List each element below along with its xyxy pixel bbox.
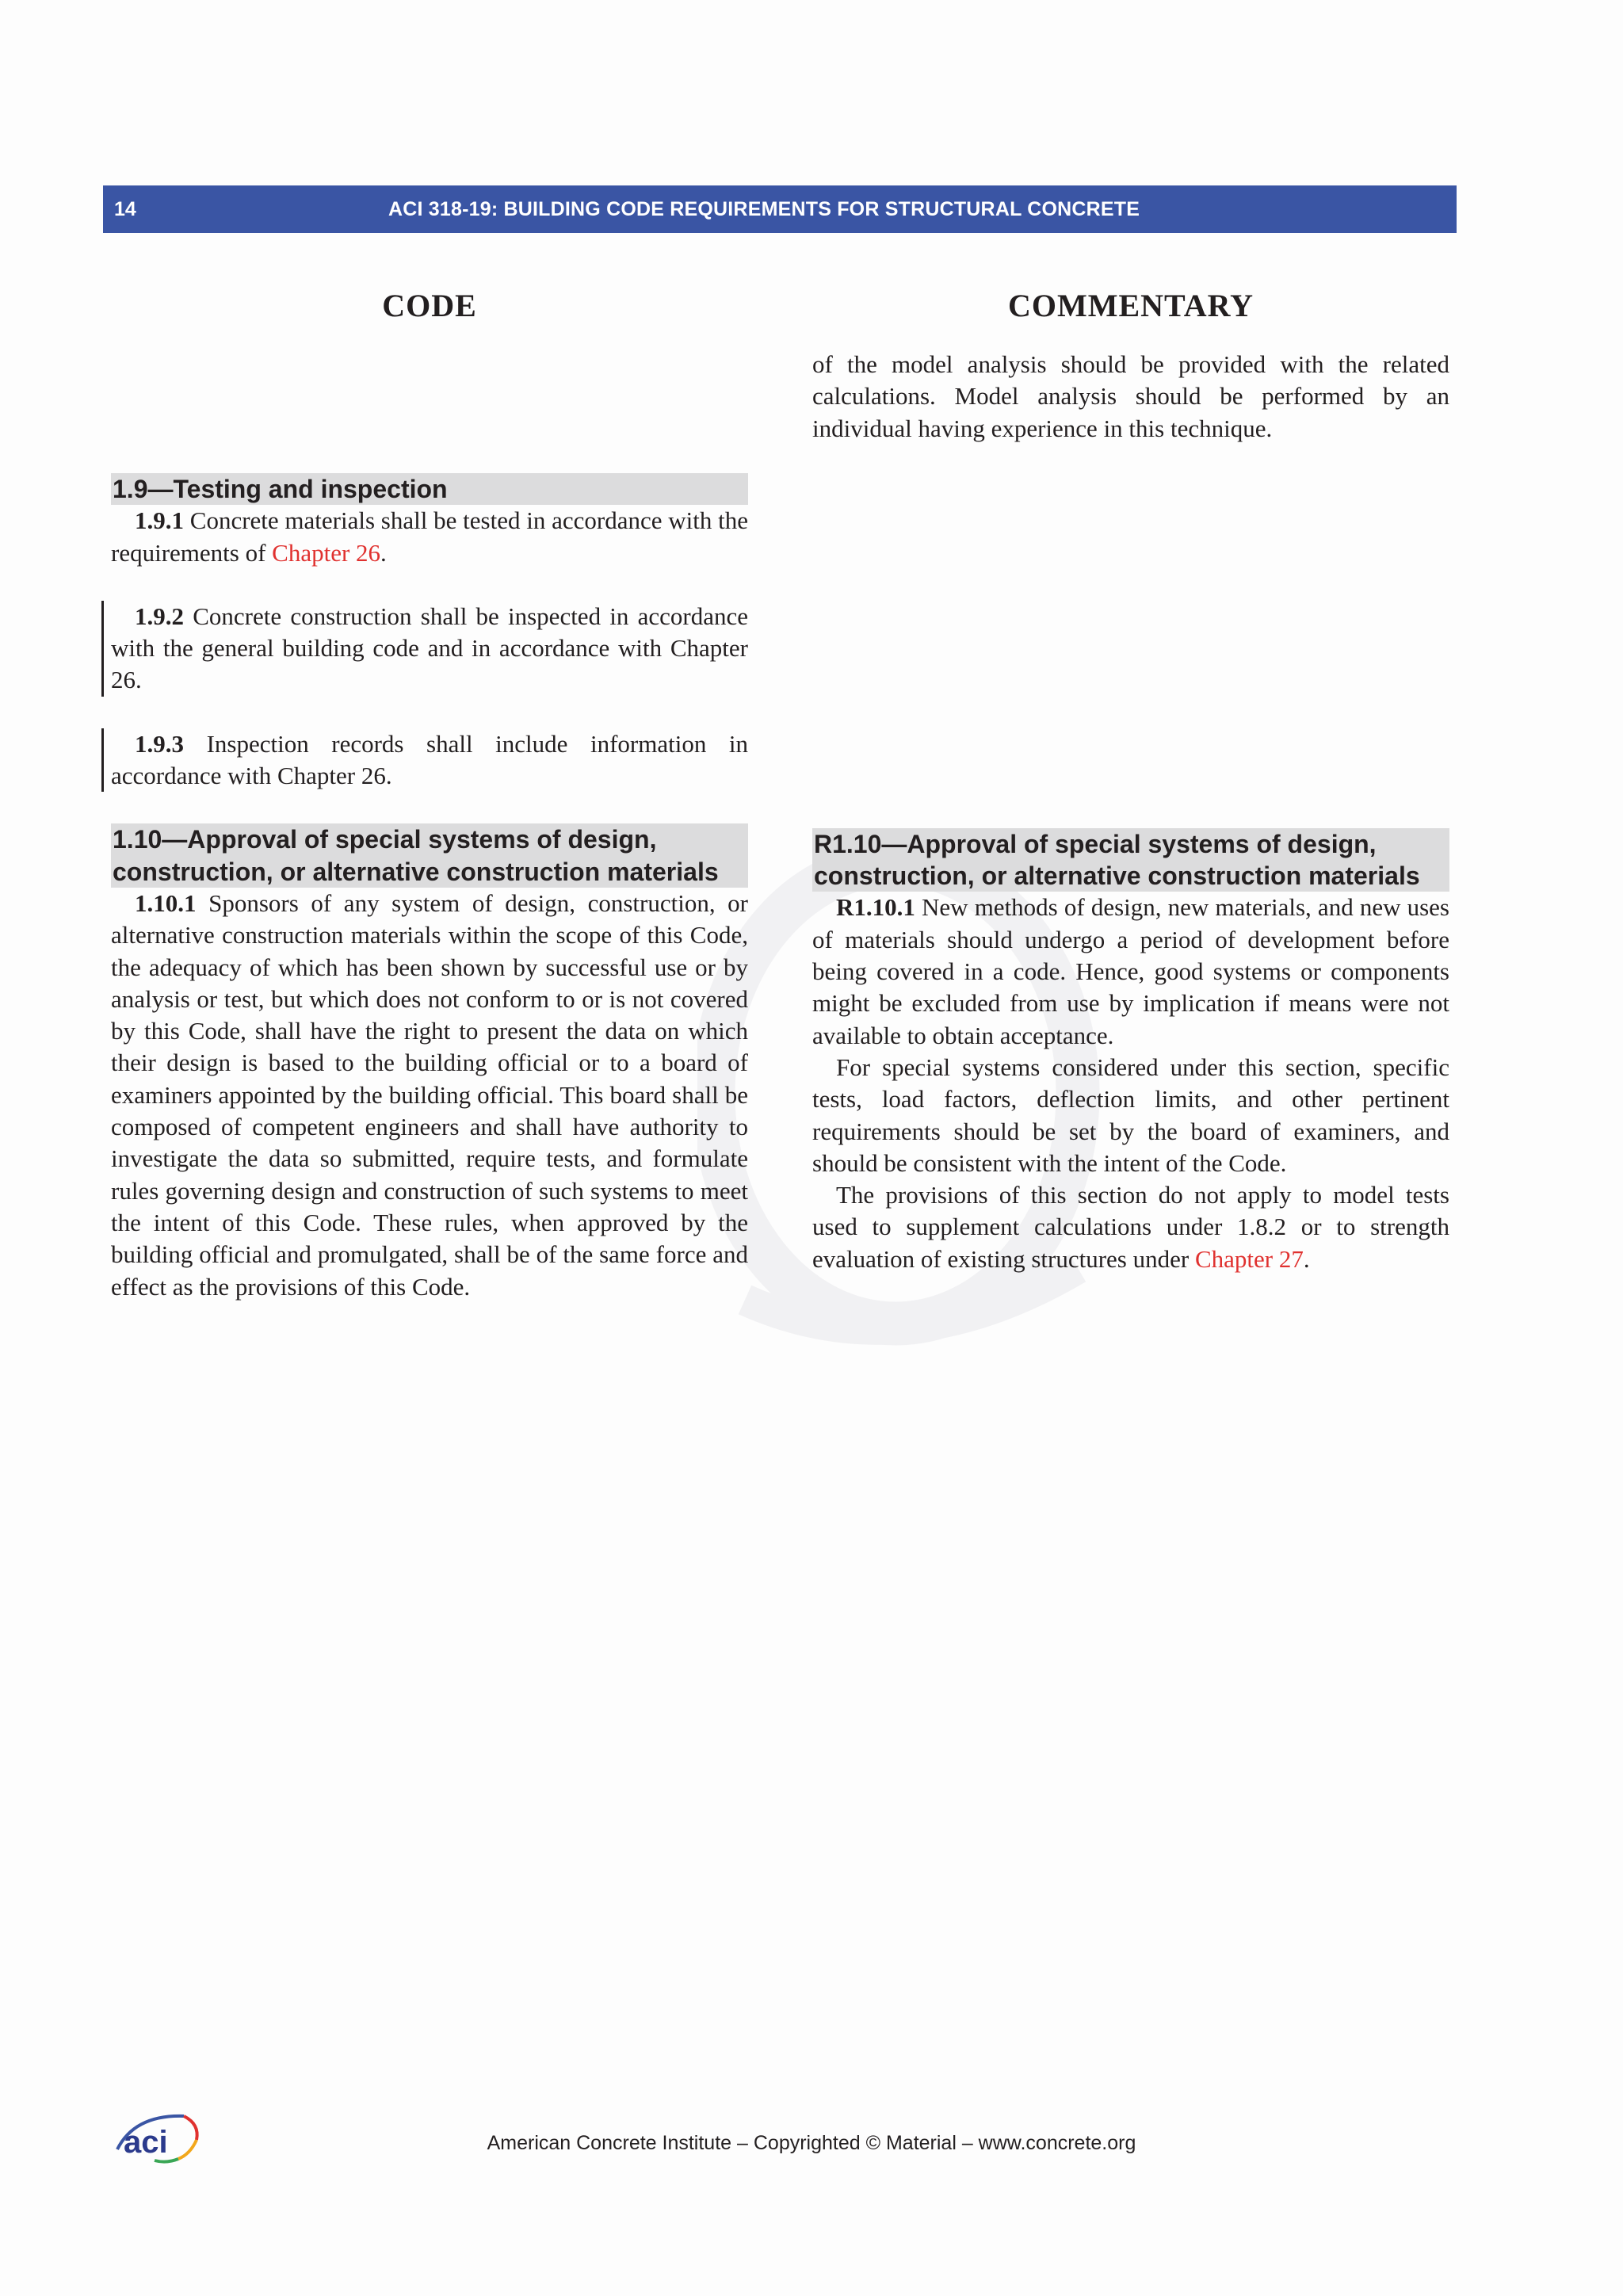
- code-column-heading: CODE: [382, 288, 477, 323]
- commentary-text: New methods of design, new materials, and new uses of materials should undergo a period of development before being covered in a code. Hence, good systems or components might be excluded from use by implication if means were not available to obtain acceptance.: [812, 893, 1449, 1049]
- provision-number: 1.9.1: [135, 506, 184, 535]
- commentary-tail: .: [1303, 1244, 1310, 1273]
- logo-text: aci: [124, 2125, 168, 2160]
- commentary-continuation: of the model analysis should be provided with the related calculations. Model analysis should be performed by an individual having experience in this technique.: [812, 350, 1449, 442]
- chapter-27-link[interactable]: Chapter 27: [1194, 1244, 1304, 1273]
- page-number: 14: [114, 198, 136, 220]
- heading-line: construction, or alternative construction materials: [814, 861, 1420, 891]
- chapter-26-link[interactable]: Chapter 26: [272, 538, 381, 567]
- commentary-r1-10-1: [812, 892, 1449, 1051]
- provision-1-10-1: [111, 888, 748, 1303]
- heading-line: construction, or alternative construction materials: [113, 857, 719, 886]
- provision-text: Concrete materials shall be tested in accordance with the requirements of: [111, 506, 748, 567]
- provision-tail: .: [380, 538, 387, 567]
- section-heading-1-10: [111, 823, 748, 888]
- commentary-paragraph: For special systems considered under this section, specific tests, load factors, deflection limits, and other pertinent requirements should be set by the board of examiners, and should be consistent with the intent of the Code.: [812, 1052, 1449, 1177]
- provision-number: 1.9.3: [135, 729, 184, 758]
- heading-line: 1.10—Approval of special systems of design,: [113, 825, 657, 854]
- provision-number: 1.9.2: [135, 602, 184, 630]
- running-title: ACI 318-19: BUILDING CODE REQUIREMENTS FOR STRUCTURAL CONCRETE: [388, 198, 1140, 220]
- commentary-paragraph: [812, 1179, 1449, 1275]
- commentary-column: [812, 349, 1449, 1275]
- provision-1-9-2: [111, 601, 748, 697]
- provision-1-9-3: [111, 728, 748, 793]
- code-column: [111, 473, 748, 1303]
- footer-copyright: American Concrete Institute – Copyrighted © Material – www.concrete.org: [487, 2132, 1136, 2154]
- commentary-heading-r1-10: [812, 828, 1449, 892]
- running-header: [103, 185, 1457, 233]
- provision-text: Inspection records shall include information in accordance with Chapter 26.: [111, 729, 748, 790]
- provision-1-9-1: [111, 505, 748, 569]
- section-heading-1-9: 1.9—Testing and inspection: [111, 473, 748, 505]
- provision-number: R1.10.1: [836, 893, 915, 922]
- commentary-text: The provisions of this section do not apply to model tests used to supplement calculations under 1.8.2 or to strength evaluation of existing structures under: [812, 1181, 1449, 1273]
- heading-line: R1.10—Approval of special systems of design,: [814, 829, 1377, 858]
- provision-text: Sponsors of any system of design, construction, or alternative construction materials within the scope of this Code, the adequacy of which has been shown by successful use or by analysis or test, but which does not conform to or is not covered by this Code, shall have the right to present the data on which their design is based to the building official or to a board of examiners appointed by the building official. This board shall be composed of competent engineers and shall have authority to investigate the data so submitted, require tests, and formulate rules governing design and construction of such systems to meet the intent of this Code. These rules, when approved by the building official and promulgated, shall be of the same force and effect as the provisions of this Code.: [111, 888, 748, 1301]
- provision-text: Concrete construction shall be inspected in accordance with the general building code and in accordance with Chapter 26.: [111, 602, 748, 694]
- commentary-column-heading: COMMENTARY: [1007, 288, 1254, 323]
- provision-number: 1.10.1: [135, 888, 197, 917]
